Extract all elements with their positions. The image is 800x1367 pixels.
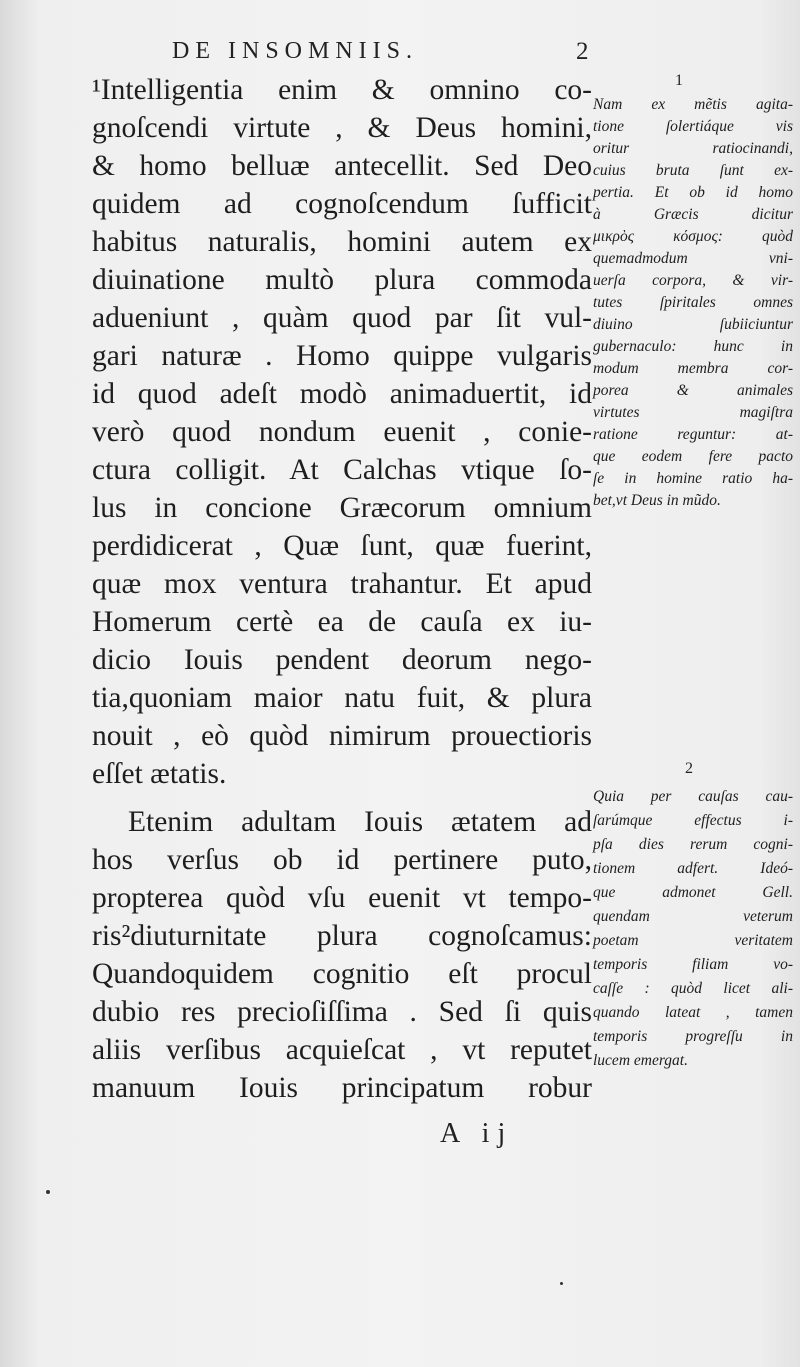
text-line: gari naturæ . Homo quippe vulgaris — [92, 340, 592, 372]
text-line: ris²diuturnitate plura cognoſcamus: — [92, 920, 592, 952]
text-line: hos verſus ob id pertinere puto, — [92, 844, 592, 876]
text-line: Quandoquidem cognitio eſt procul — [92, 958, 592, 990]
note-line: gubernaculo: hunc in — [593, 338, 793, 355]
paper-speck — [46, 1190, 50, 1194]
paper-speck — [560, 1282, 563, 1285]
note-line: à Græcis dicitur — [593, 206, 793, 223]
note-line: bet,vt Deus in mũdo. — [593, 492, 721, 509]
note-line: porea & animales — [593, 382, 793, 399]
note-line: poetam veritatem — [593, 932, 793, 949]
note-marker: 1 — [675, 72, 683, 89]
note-line: tutes ſpiritales omnes — [593, 294, 793, 311]
note-line: quando lateat , tamen — [593, 1004, 793, 1021]
note-line: tionem adfert. Ideó- — [593, 860, 793, 877]
text-line: Homerum certè ea de cauſa ex iu- — [92, 606, 592, 638]
text-line: adueniunt , quàm quod par ſit vul- — [92, 302, 592, 334]
note-line: pſa dies rerum cogni- — [593, 836, 793, 853]
note-line: ratione reguntur: at- — [593, 426, 793, 443]
text-line: nouit , eò quòd nimirum prouectioris — [92, 720, 592, 752]
page-number: 2 — [576, 38, 589, 65]
note-line: caſſe : quòd licet ali- — [593, 980, 793, 997]
note-line: uerſa corpora, & vir- — [593, 272, 793, 289]
signature-mark: A ij — [440, 1118, 514, 1149]
note-line: tione ſolertiáque vis — [593, 118, 793, 135]
note-line: oritur ratiocinandi, — [593, 140, 793, 157]
text-line: lus in concione Græcorum omnium — [92, 492, 592, 524]
note-line: quemadmodum vni- — [593, 250, 793, 267]
text-line: ¹Intelligentia enim & omnino co- — [92, 74, 592, 106]
note-line: Quia per cauſas cau- — [593, 788, 793, 805]
text-line: diuinatione multò plura commoda — [92, 264, 592, 296]
text-line: aliis verſibus acquieſcat , vt reputet — [92, 1034, 592, 1066]
note-line: modum membra cor- — [593, 360, 793, 377]
note-line: lucem emergat. — [593, 1052, 688, 1069]
text-line: Etenim adultam Iouis ætatem ad — [128, 806, 592, 838]
text-line: dubio res precioſiſſima . Sed ſi quis — [92, 996, 592, 1028]
text-line: eſſet ætatis. — [92, 758, 227, 790]
note-line: Nam ex mẽtis agita- — [593, 96, 793, 113]
note-line: μικρὸς κόσμος: quòd — [593, 228, 793, 245]
note-line: ſe in homine ratio ha- — [593, 470, 793, 487]
note-line: que eodem fere pacto — [593, 448, 793, 465]
note-marker: 2 — [685, 760, 693, 777]
text-line: quidem ad cognoſcendum ſufficit — [92, 188, 592, 220]
text-line: tia,quoniam maior natu fuit, & plura — [92, 682, 592, 714]
text-line: ctura colligit. At Calchas vtique ſo- — [92, 454, 592, 486]
note-line: ſarúmque effectus i- — [593, 812, 793, 829]
note-line: diuino ſubiiciuntur — [593, 316, 793, 333]
text-line: manuum Iouis principatum robur — [92, 1072, 592, 1104]
note-line: que admonet Gell. — [593, 884, 793, 901]
text-line: perdidicerat , Quæ ſunt, quæ fuerint, — [92, 530, 592, 562]
note-line: temporis filiam vo- — [593, 956, 793, 973]
running-head: DE INSOMNIIS. — [172, 38, 418, 64]
note-line: virtutes magiſtra — [593, 404, 793, 421]
text-line: gnoſcendi virtute , & Deus homini, — [92, 112, 592, 144]
text-line: quæ mox ventura trahantur. Et apud — [92, 568, 592, 600]
note-line: quendam veterum — [593, 908, 793, 925]
note-line: temporis progreſſu in — [593, 1028, 793, 1045]
text-line: & homo belluæ antecellit. Sed Deo — [92, 150, 592, 182]
text-line: habitus naturalis, homini autem ex — [92, 226, 592, 258]
text-line: propterea quòd vſu euenit vt tempo- — [92, 882, 592, 914]
text-line: id quod adeſt modò animaduertit, id — [92, 378, 592, 410]
note-line: pertia. Et ob id homo — [593, 184, 793, 201]
text-line: verò quod nondum euenit , conie- — [92, 416, 592, 448]
note-line: cuius bruta ſunt ex- — [593, 162, 793, 179]
text-line: dicio Iouis pendent deorum nego- — [92, 644, 592, 676]
